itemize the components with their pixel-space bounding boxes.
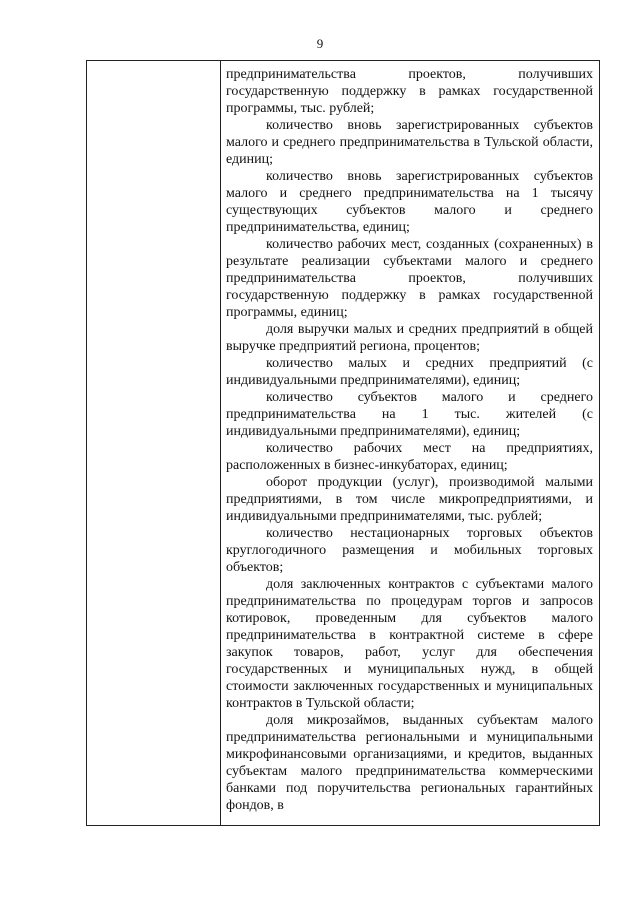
paragraph: количество нестационарных торговых объектов круглогодичного размещения и мобильных торговых объектов; bbox=[226, 526, 593, 575]
paragraph: количество вновь зарегистрированных субъектов малого и среднего предпринимательства в Тульской области, единиц; bbox=[226, 118, 593, 167]
table-left-cell bbox=[87, 61, 221, 825]
indicators-table bbox=[86, 60, 600, 826]
paragraph: количество малых и средних предприятий (с индивидуальными предпринимателями), единиц; bbox=[226, 356, 593, 388]
paragraph: количество рабочих мест, созданных (сохраненных) в результате реализации субъектами малого и среднего предпринимательства проектов, получивших государственную поддержку в рамках государственной программы, единиц; bbox=[226, 237, 593, 320]
table-right-cell bbox=[221, 61, 599, 814]
paragraph: количество рабочих мест на предприятиях, расположенных в бизнес-инкубаторах, единиц; bbox=[226, 441, 593, 473]
paragraph: доля заключенных контрактов с субъектами малого предпринимательства по процедурам торгов и запросов котировок, проведенным для субъектов малого предпринимательства в контрактной системе в сфере закупок товаров, работ, услуг для обеспечения государственных и муниципальных нужд, в общей стоимости заключенных государственных и муниципальных контрактов в Тульской области; bbox=[226, 577, 593, 711]
paragraph: оборот продукции (услуг), производимой малыми предприятиями, в том числе микропредприятиями, и индивидуальными предпринимателями, тыс. рублей; bbox=[226, 475, 593, 524]
paragraph: количество вновь зарегистрированных субъектов малого и среднего предпринимательства на 1 тысячу существующих субъектов малого и среднего предпринимательства, единиц; bbox=[226, 169, 593, 235]
paragraph: предпринимательства проектов, получивших государственную поддержку в рамках государственной программы, тыс. рублей; bbox=[226, 67, 593, 116]
page-number: 9 bbox=[316, 36, 324, 51]
paragraph: доля выручки малых и средних предприятий в общей выручке предприятий региона, процентов; bbox=[226, 322, 593, 354]
paragraph: доля микрозаймов, выданных субъектам малого предпринимательства региональными и муниципальными микрофинансовыми организациями, и кредитов, выданных субъектам малого предпринимательства коммерческими банками под поручительства региональных гарантийных фондов, в bbox=[226, 713, 593, 813]
paragraph: количество субъектов малого и среднего предпринимательства на 1 тыс. жителей (с индивидуальными предпринимателями), единиц; bbox=[226, 390, 593, 439]
